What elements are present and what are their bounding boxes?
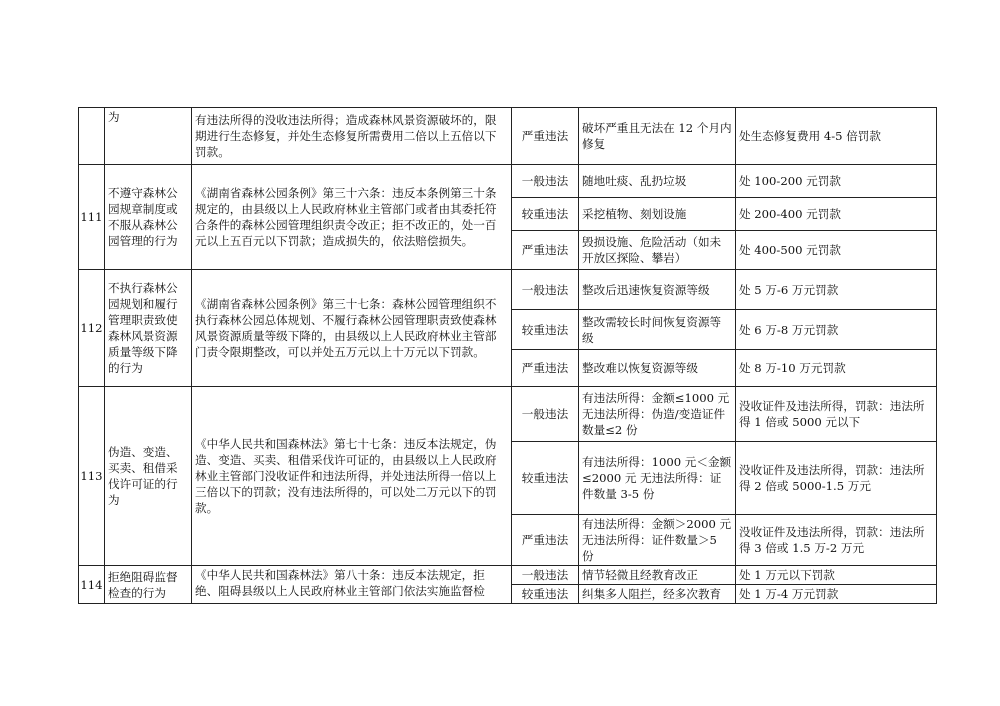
table-row bbox=[79, 270, 937, 310]
legal-basis: 《湖南省森林公园条例》第三十七条：森林公园管理组织不执行森林公园总体规划、不履行森林公园管理职责致使森林风景资源质量等级下降的，由县级以上人民政府林业主管部门责令限期整改，可以并处五万元以上十万元以下罚款。 bbox=[192, 270, 512, 387]
penalty-table bbox=[78, 107, 937, 604]
circumstance: 采挖植物、刻划设施 bbox=[579, 198, 736, 231]
circumstance: 整改难以恢复资源等级 bbox=[579, 350, 736, 387]
legal-basis: 《中华人民共和国森林法》第七十七条：违反本法规定，伪造、变造、买卖、租借采伐许可证的，由县级以上人民政府林业主管部门没收证件和违法所得，并处违法所得一倍以上三倍以下的罚款；没有违法所得的，可以处二万元以下的罚款。 bbox=[192, 387, 512, 566]
circumstance: 有违法所得：金额≤1000 元 无违法所得：伪造/变造证件数量≤2 份 bbox=[579, 387, 736, 442]
legal-basis: 《中华人民共和国森林法》第八十条：违反本法规定，拒绝、阻碍县级以上人民政府林业主管部门依法实施监督检 bbox=[192, 566, 512, 604]
penalty-standard: 处 8 万-10 万元罚款 bbox=[736, 350, 937, 387]
severity-level: 较重违法 bbox=[512, 442, 579, 515]
severity-level: 一般违法 bbox=[512, 387, 579, 442]
severity-level: 一般违法 bbox=[512, 165, 579, 198]
circumstance: 有违法所得：金额＞2000 元 无违法所得：证件数量＞5 份 bbox=[579, 515, 736, 566]
severity-level: 较重违法 bbox=[512, 310, 579, 350]
circumstance: 情节轻微且经教育改正 bbox=[579, 566, 736, 585]
circumstance: 随地吐痰、乱扔垃圾 bbox=[579, 165, 736, 198]
circumstance: 纠集多人阻拦，经多次教育 bbox=[579, 585, 736, 604]
penalty-standard: 处 1 万元以下罚款 bbox=[736, 566, 937, 585]
severity-level: 较重违法 bbox=[512, 585, 579, 604]
circumstance: 整改后迅速恢复资源等级 bbox=[579, 270, 736, 310]
violation-behavior: 不执行森林公园规划和履行管理职责致使森林风景资源质量等级下降的行为 bbox=[105, 270, 192, 387]
severity-level: 较重违法 bbox=[512, 198, 579, 231]
table-row bbox=[79, 566, 937, 585]
penalty-standard: 没收证件及违法所得，罚款：违法所得 1 倍或 5000 元以下 bbox=[736, 387, 937, 442]
penalty-standard: 处 6 万-8 万元罚款 bbox=[736, 310, 937, 350]
row-number: 114 bbox=[79, 566, 105, 604]
legal-basis: 有违法所得的没收违法所得；造成森林风景资源破坏的，限期进行生态修复，并处生态修复所需费用二倍以上五倍以下罚款。 bbox=[192, 108, 512, 165]
severity-level: 严重违法 bbox=[512, 231, 579, 270]
violation-behavior: 不遵守森林公园规章制度或不服从森林公园管理的行为 bbox=[105, 165, 192, 270]
row-number: 112 bbox=[79, 270, 105, 387]
penalty-standard: 处生态修复费用 4-5 倍罚款 bbox=[736, 108, 937, 165]
row-number: 111 bbox=[79, 165, 105, 270]
violation-behavior: 拒绝阻碍监督检查的行为 bbox=[105, 566, 192, 604]
table-row bbox=[79, 108, 937, 165]
circumstance: 毁损设施、危险活动（如未开放区探险、攀岩） bbox=[579, 231, 736, 270]
severity-level: 一般违法 bbox=[512, 566, 579, 585]
violation-behavior: 伪造、变造、买卖、租借采伐许可证的行为 bbox=[105, 387, 192, 566]
penalty-standard: 处 100-200 元罚款 bbox=[736, 165, 937, 198]
penalty-standard: 没收证件及违法所得，罚款：违法所得 3 倍或 1.5 万-2 万元 bbox=[736, 515, 937, 566]
circumstance: 整改需较长时间恢复资源等级 bbox=[579, 310, 736, 350]
row-number bbox=[79, 108, 105, 165]
table-row bbox=[79, 165, 937, 198]
violation-behavior: 为 bbox=[105, 108, 192, 165]
severity-level: 一般违法 bbox=[512, 270, 579, 310]
penalty-standard: 没收证件及违法所得，罚款：违法所得 2 倍或 5000-1.5 万元 bbox=[736, 442, 937, 515]
penalty-standard: 处 200-400 元罚款 bbox=[736, 198, 937, 231]
circumstance: 有违法所得：1000 元＜金额≤2000 元 无违法所得：证件数量 3-5 份 bbox=[579, 442, 736, 515]
table-row bbox=[79, 387, 937, 442]
severity-level: 严重违法 bbox=[512, 350, 579, 387]
severity-level: 严重违法 bbox=[512, 515, 579, 566]
penalty-standard: 处 5 万-6 万元罚款 bbox=[736, 270, 937, 310]
penalty-standard: 处 400-500 元罚款 bbox=[736, 231, 937, 270]
penalty-standard: 处 1 万-4 万元罚款 bbox=[736, 585, 937, 604]
circumstance: 破坏严重且无法在 12 个月内修复 bbox=[579, 108, 736, 165]
row-number: 113 bbox=[79, 387, 105, 566]
legal-basis: 《湖南省森林公园条例》第三十六条：违反本条例第三十条规定的，由县级以上人民政府林业主管部门或者由其委托符合条件的森林公园管理组织责令改正；拒不改正的，处一百元以上五百元以下罚款；造成损失的，依法赔偿损失。 bbox=[192, 165, 512, 270]
severity-level: 严重违法 bbox=[512, 108, 579, 165]
